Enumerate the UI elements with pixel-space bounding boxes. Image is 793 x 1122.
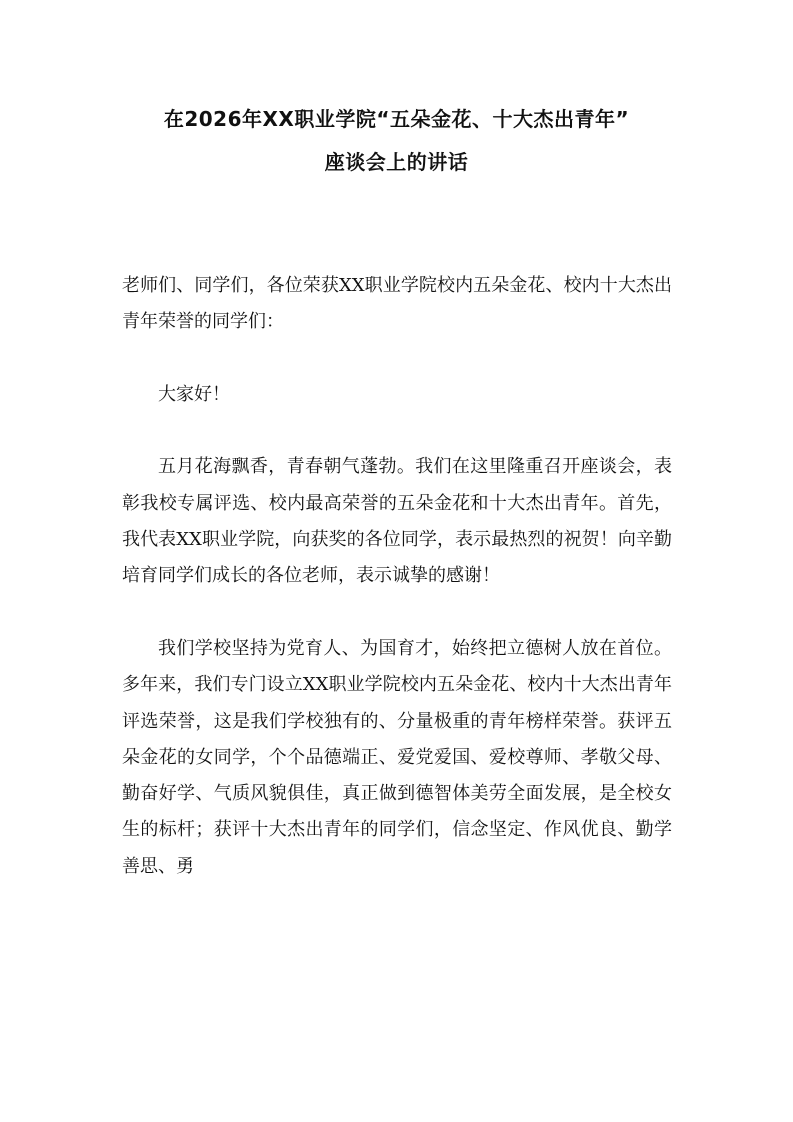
body-paragraph: 五月花海飘香，青春朝气蓬勃。我们在这里隆重召开座谈会，表彰我校专属评选、校内最高荣誉的五朵金花和十大杰出青年。首先，我代表XX职业学院，向获奖的各位同学，表示最热烈的祝贺！向辛勤培育同学们成长的各位老师，表示诚挚的感谢！ (122, 456, 672, 587)
document-title-line-1: 在2026年XX职业学院“五朵金花、十大杰出青年” (163, 107, 630, 131)
greeting-paragraph: 大家好！ (158, 383, 230, 405)
salutation-paragraph: 老师们、同学们，各位荣获XX职业学院校内五朵金花、校内十大杰出青年荣誉的同学们： (122, 275, 672, 333)
document-body (122, 268, 672, 921)
body-paragraph: 我们学校坚持为党育人、为国育才，始终把立德树人放在首位。多年来，我们专门设立XX职业学院校内五朵金花、校内十大杰出青年评选荣誉，这是我们学校独有的、分量极重的青年榜样荣誉。获评五朵金花的女同学，个个品德端正、爱党爱国、爱校尊师、孝敬父母、勤奋好学、气质风貌俱佳，真正做到德智体美劳全面发展，是全校女生的标杆；获评十大杰出青年的同学们，信念坚定、作风优良、勤学善思、勇 (122, 637, 672, 877)
document-title-line-2: 座谈会上的讲话 (324, 150, 469, 174)
